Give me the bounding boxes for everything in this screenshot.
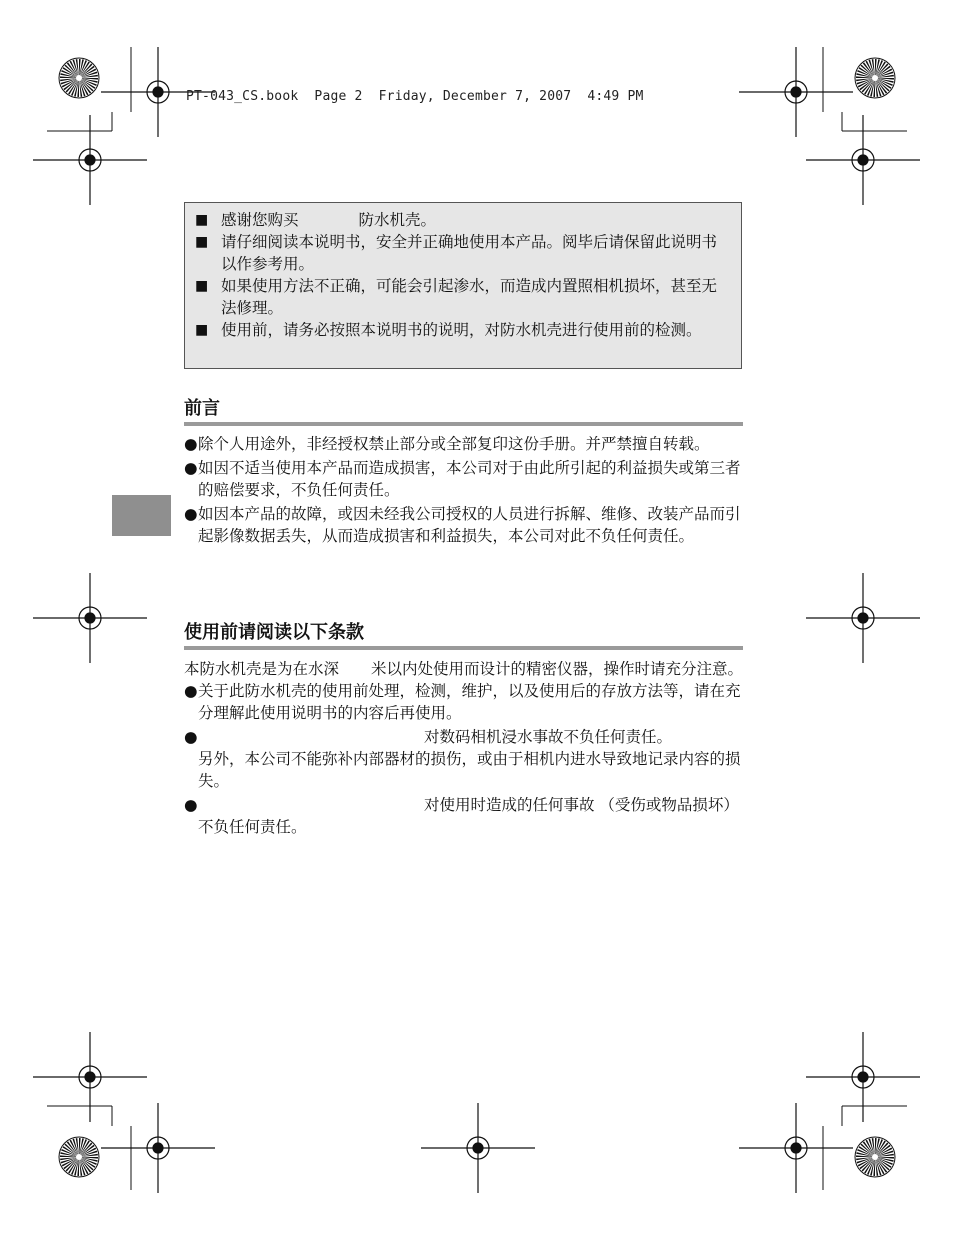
notice-text: 请仔细阅读本说明书，安全并正确地使用本产品。阅毕后请保留此说明书以作参考用。: [221, 233, 718, 273]
sunburst-mark-icon: [59, 58, 99, 98]
notice-text: 使用前，请务必按照本说明书的说明，对防水机壳进行使用前的检测。: [221, 321, 702, 339]
section-title-preface: 前言: [184, 397, 743, 426]
page-header-info: PT-043_CS.book Page 2 Friday, December 7, 2007 4:49 PM: [186, 89, 644, 104]
round-bullet-icon: ●: [184, 728, 198, 746]
notice-item: [195, 231, 731, 275]
notice-item: [195, 275, 731, 319]
notice-box: [184, 202, 742, 369]
list-item-text: 如因不适当使用本产品而造成损害，本公司对于由此所引起的利益损失或第三者的赔偿要求，不负任何责任。: [198, 459, 741, 499]
list-item: [184, 794, 744, 838]
list-item-text: 对数码相机浸水事故不负任何责任。: [424, 728, 673, 746]
notice-text: 如果使用方法不正确，可能会引起渗水，而造成内置照相机损坏，甚至无法修理。: [221, 277, 718, 317]
list-item-text: 除个人用途外，非经授权禁止部分或全部复印这份手册。并严禁擅自转载。: [198, 435, 710, 453]
round-bullet-icon: ●: [184, 505, 198, 523]
crosshair-target-icon: [101, 1103, 215, 1193]
notice-item: [195, 319, 731, 341]
crosshair-target-icon: [421, 1103, 535, 1193]
notice-text-part: 防水机壳。: [358, 211, 437, 229]
square-bullet-icon: ■: [195, 234, 209, 250]
crosshair-target-icon: [33, 573, 147, 663]
crosshair-target-icon: [739, 1103, 853, 1193]
list-item: [184, 433, 744, 455]
terms-intro: [184, 658, 744, 680]
list-item-text: 另外，本公司不能弥补内部器材的损伤，或由于相机内进水导致地记录内容的损失。: [198, 750, 741, 790]
section-title-terms: 使用前请阅读以下条款: [184, 621, 743, 650]
crosshair-target-icon: [806, 115, 920, 205]
round-bullet-icon: ●: [184, 459, 198, 477]
crosshair-target-icon: [33, 1032, 147, 1122]
crosshair-target-icon: [33, 115, 147, 205]
sunburst-mark-icon: [855, 58, 895, 98]
crosshair-target-icon: [806, 573, 920, 663]
square-bullet-icon: ■: [195, 278, 209, 294]
notice-item: [195, 209, 731, 231]
intro-text-part: 米以内处使用而设计的精密仪器，操作时请充分注意。: [371, 660, 744, 678]
list-item-text: 关于此防水机壳的使用前处理，检测，维护，以及使用后的存放方法等，请在充分理解此使用说明书的内容后再使用。: [198, 682, 741, 722]
crosshair-target-icon: [806, 1032, 920, 1122]
round-bullet-icon: ●: [184, 682, 198, 700]
round-bullet-icon: ●: [184, 796, 198, 814]
list-item: [184, 457, 744, 501]
square-bullet-icon: ■: [195, 322, 209, 338]
chapter-thumb-tab: [112, 495, 171, 536]
square-bullet-icon: ■: [195, 212, 209, 228]
list-item: [184, 726, 744, 792]
list-item: [184, 680, 744, 724]
list-item-text: 对使用时造成的任何事故 （受伤或物品损坏）不负任何责任。: [198, 796, 739, 836]
notice-text-part: 感谢您购买: [221, 211, 299, 229]
crosshair-target-icon: [739, 47, 853, 137]
preface-list: [184, 433, 744, 549]
list-item-text: 如因本产品的故障，或因未经我公司授权的人员进行拆解、维修、改装产品而引起影像数据丢失，从而造成损害和利益损失，本公司对此不负任何责任。: [198, 505, 741, 545]
sunburst-mark-icon: [59, 1137, 99, 1177]
intro-text-part: 本防水机壳是为在水深: [184, 660, 340, 678]
round-bullet-icon: ●: [184, 435, 198, 453]
terms-body: [184, 658, 744, 840]
sunburst-mark-icon: [855, 1137, 895, 1177]
list-item: [184, 503, 744, 547]
